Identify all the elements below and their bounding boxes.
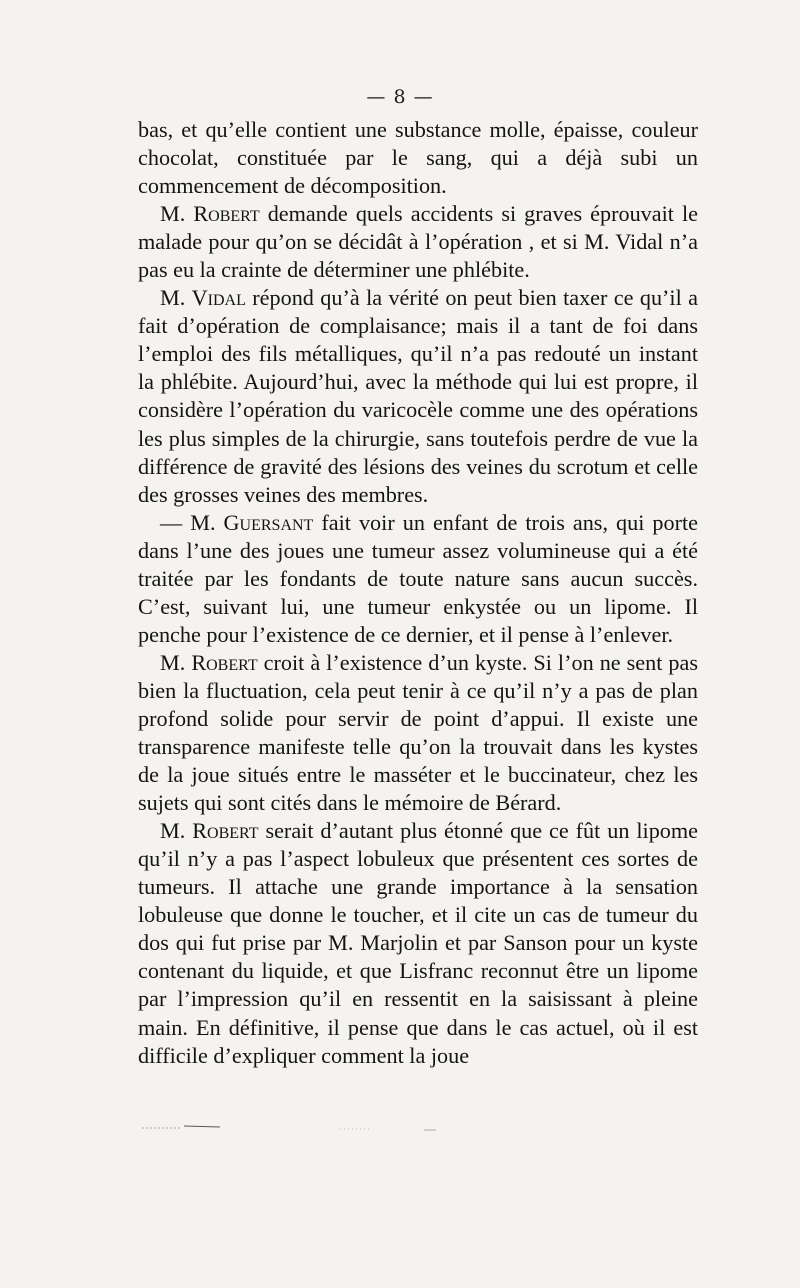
paragraph-6 (138, 817, 698, 1069)
page-number: — 8 — (366, 86, 434, 108)
paragraph-5 (138, 649, 698, 817)
paragraph-text: M. (160, 201, 194, 227)
paragraph-3 (138, 284, 698, 508)
paragraph-text: bas, et qu’elle contient une substance molle, épaisse, couleur chocolat, constituée par le sang, qui a déjà subi un commencement de décomposition. (138, 117, 698, 199)
paragraph-text: M. (160, 649, 192, 675)
speaker-name: Robert (193, 201, 260, 227)
speaker-name: Robert (192, 818, 259, 844)
paragraph-1 (138, 116, 698, 200)
paragraph-text: répond qu’à la vérité on peut bien taxer ce qu’il a fait d’opération de complaisance; mais il a tant de foi dans l’emploi des fils métalliques, qu’il n’a pas redouté un instant la phlébite. Aujourd’hui, avec la méthode qui lui est propre, il considère l’opération du varicocèle comme une des opérations les plus simples de la chirurgie, sans toutefois perdre de vue la différence de gravité des lésions des veines du scrotum et celle des grosses veines des membres. (138, 285, 698, 507)
paragraph-text: — M. (160, 509, 224, 535)
paragraph-text: M. (160, 285, 192, 311)
paragraph-text: M. (160, 818, 193, 844)
paragraph-text: demande quels accidents si graves éprouvait le malade pour qu’on se décidât à l’opération , et si M. Vidal n’a pas eu la crainte de déterminer une phlébite. (138, 201, 699, 283)
paragraph-text: serait d’autant plus étonné que ce fût un lipome qu’il n’y a pas l’aspect lobuleux que présentent ces sortes de tumeurs. Il attache une grande importance à la sensation lobuleuse que donne le toucher, et il cite un cas de tumeur du dos qui fut prise par M. Marjolin et par Sanson pour un kyste contenant du liquide, et que Lisfranc reconnut être un lipome par l’impression qu’il en ressentit en la saisissant à pleine main. En définitive, il pense que dans le cas actuel, où il est difficile d’expliquer comment la joue (138, 818, 698, 1068)
speaker-name: Robert (191, 649, 258, 675)
body-text (138, 116, 698, 1070)
print-specks-decoration (140, 1122, 440, 1132)
paragraph-text: croit à l’existence d’un kyste. Si l’on ne sent pas bien la fluctuation, cela peut tenir à ce qu’il n’y a pas de plan profond solide pour servir de point d’appui. Il existe une transparence manifeste telle qu’on la trouvait dans les kystes de la joue situés entre le masséter et le buccinateur, chez les sujets qui sont cités dans le mémoire de Bérard. (138, 649, 699, 816)
speaker-name: Vidal (191, 285, 246, 311)
paragraph-2 (138, 200, 698, 284)
speaker-name: Guersant (223, 509, 314, 535)
paragraph-text: fait voir un enfant de trois ans, qui porte dans l’une des joues une tumeur assez volumineuse qui a été traitée par les fondants de toute nature sans aucun succès. C’est, suivant lui, une tumeur enkystée ou un lipome. Il penche pour l’existence de ce dernier, et il pense à l’enlever. (138, 509, 698, 647)
paragraph-4 (138, 509, 698, 649)
